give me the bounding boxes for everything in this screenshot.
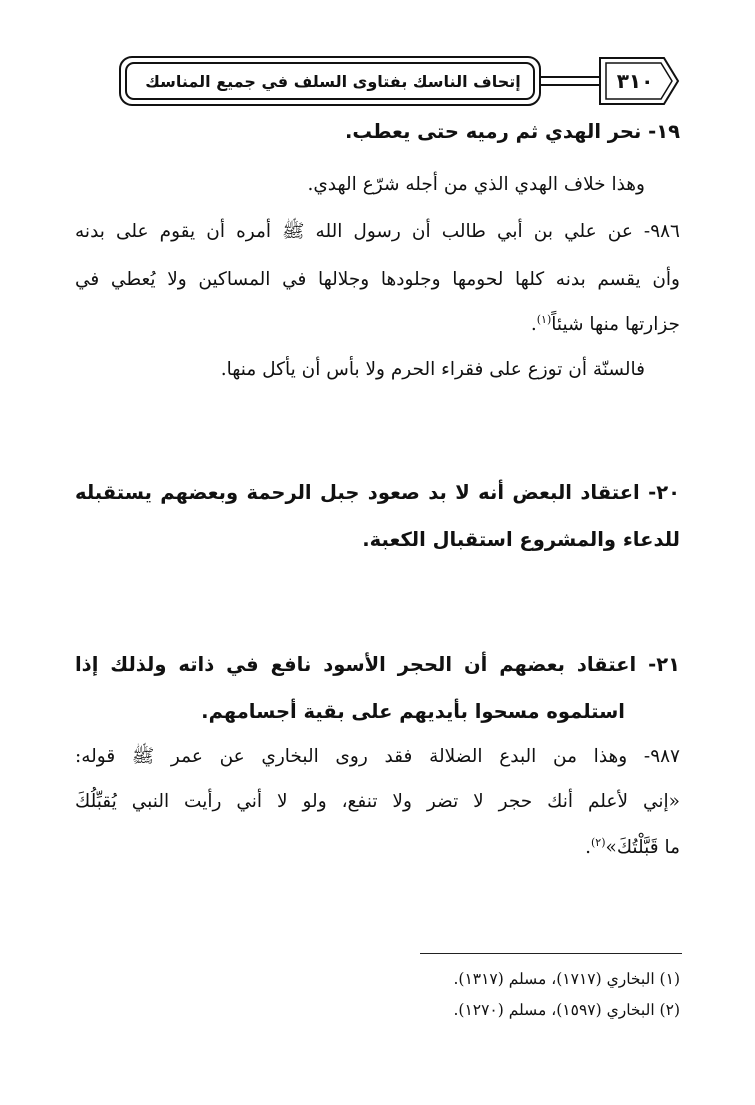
- footnote-divider: [420, 953, 682, 954]
- footnote-2: (٢) البخاري (١٥٩٧)، مسلم (١٢٧٠).: [453, 1001, 680, 1019]
- item-19-heading: ١٩- نحر الهدي ثم رميه حتى يعطب.: [345, 120, 680, 143]
- hadith-986-text: جزارتها منها شيئاً: [551, 314, 680, 335]
- item-21-line-1: ٢١- اعتقاد بعضهم أن الحجر الأسود نافع في ذاته ولذلك إذا: [75, 653, 680, 676]
- hadith-987-end: .: [585, 837, 591, 858]
- page-header: [118, 55, 680, 107]
- hadith-986-line-2: وأن يقسم بدنه كلها لحومها وجلودها وجلالها في المساكين ولا يُعطي في: [75, 269, 680, 290]
- item-21-line-2: استلموه مسحوا بأيديهم على بقية أجسامهم.: [201, 700, 625, 723]
- item-19-note: وهذا خلاف الهدي الذي من أجله شرّع الهدي.: [307, 174, 645, 195]
- sunnah-note: فالسنّة أن توزع على فقراء الحرم ولا بأس أن يأكل منها.: [220, 359, 645, 380]
- hadith-987-text: ما قَبَّلْتُكَ»: [605, 837, 680, 858]
- footnote-ref-2: (٢): [591, 835, 606, 849]
- running-title: إتحاف الناسك بفتاوى السلف في جميع المناسك: [145, 72, 521, 91]
- footnote-1: (١) البخاري (١٧١٧)، مسلم (١٣١٧).: [453, 970, 680, 988]
- page-number: ٣١٠: [616, 69, 654, 93]
- hadith-986-line-1: ٩٨٦- عن علي بن أبي طالب أن رسول الله ﷺ أمره أن يقوم على بدنه: [75, 221, 680, 242]
- hadith-987-line-1: ٩٨٧- وهذا من البدع الضلالة فقد روى البخاري عن عمر ﷺ قوله:: [75, 746, 680, 767]
- hadith-986-end: .: [530, 314, 537, 335]
- item-20-line-2: للدعاء والمشروع استقبال الكعبة.: [362, 528, 680, 551]
- item-20-line-1: ٢٠- اعتقاد البعض أنه لا بد صعود جبل الرحمة وبعضهم يستقبله: [75, 481, 680, 504]
- footnote-ref-1: (١): [536, 312, 552, 326]
- hadith-987-line-2: «إني لأعلم أنك حجر لا تضر ولا تنفع، ولو لا أني رأيت النبي يُقبِّلُكَ: [75, 791, 680, 812]
- hadith-987-line-3: [585, 828, 680, 868]
- hadith-986-line-3: [531, 305, 680, 345]
